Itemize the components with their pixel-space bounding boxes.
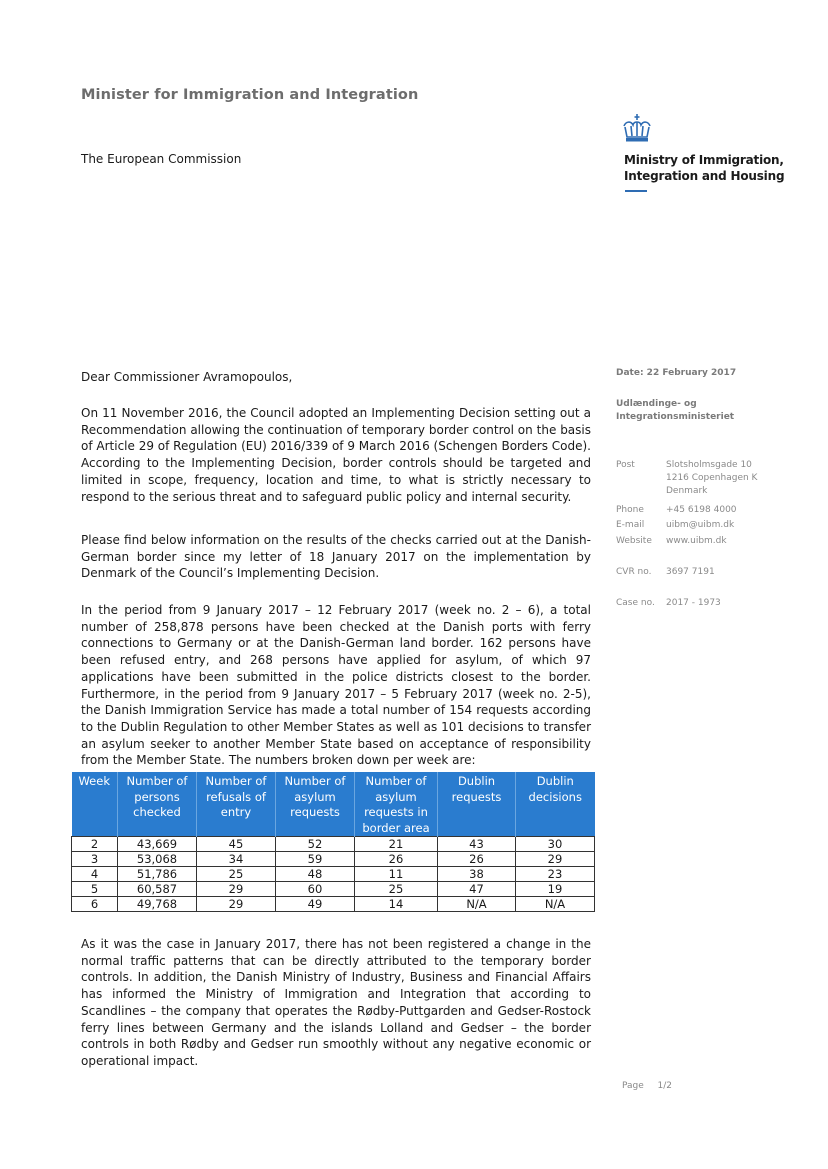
post-address — [666, 459, 796, 498]
table-cell: 29 — [197, 882, 276, 897]
table-cell: 3 — [72, 852, 118, 867]
ministry-accent-line — [625, 190, 647, 192]
sender-org-line2: Integrationsministeriet — [616, 412, 735, 422]
email-value: uibm@uibm.dk — [666, 520, 735, 530]
table-cell: 29 — [516, 852, 595, 867]
paragraph-2: Please find below information on the results of the checks carried out at the Danish-German border since my letter of 18 January 2017 on the implementation by Denmark of the Council’s Implementing Decision. — [81, 533, 591, 581]
table-cell: N/A — [516, 897, 595, 912]
table-cell: 30 — [516, 837, 595, 852]
column-header: Number of asylum requests in border area — [355, 772, 438, 837]
table-cell: 48 — [276, 867, 355, 882]
table-row — [72, 837, 595, 852]
table-cell: 21 — [355, 837, 438, 852]
page-label: Page — [622, 1081, 644, 1091]
post-line3: Denmark — [666, 486, 708, 496]
sender-title: Minister for Immigration and Integration — [81, 87, 419, 103]
table-cell: 51,786 — [118, 867, 197, 882]
table-cell: 26 — [355, 852, 438, 867]
post-label: Post — [616, 460, 635, 470]
ministry-name-line1: Ministry of Immigration, — [624, 153, 784, 167]
phone-label: Phone — [616, 505, 644, 515]
table-cell: N/A — [438, 897, 516, 912]
column-header: Week — [72, 772, 118, 837]
crown-logo-icon — [620, 113, 654, 143]
table-cell: 19 — [516, 882, 595, 897]
table-row — [72, 867, 595, 882]
table-cell: 34 — [197, 852, 276, 867]
column-header: Number of refusals of entry — [197, 772, 276, 837]
table-cell: 5 — [72, 882, 118, 897]
email-label: E-mail — [616, 520, 645, 530]
table-row — [72, 882, 595, 897]
table-cell: 2 — [72, 837, 118, 852]
table-cell: 47 — [438, 882, 516, 897]
website-value: www.uibm.dk — [666, 536, 727, 546]
table-cell: 43 — [438, 837, 516, 852]
column-header: Dublin requests — [438, 772, 516, 837]
paragraph-3: In the period from 9 January 2017 – 12 February 2017 (week no. 2 – 6), a total number of 258,878 persons have been checked at the Danish ports with ferry connections to Germany or at the Danish-German land border. 162 persons have been refused entry, and 268 persons have applied for asylum, of which 97 applications have been submitted in the police districts closest to the border. Furthermore, in the period from 9 January 2017 – 5 February 2017 (week no. 2-5), the Danish Immigration Service has made a total number of 154 requests according to the Dublin Regulation to other Member States as well as 101 decisions to transfer an asylum seeker to another Member State based on acceptance of responsibility from the Member State. The numbers broken down per week are: — [81, 603, 591, 768]
table-cell: 25 — [197, 867, 276, 882]
table-cell: 53,068 — [118, 852, 197, 867]
column-header: Dublin decisions — [516, 772, 595, 837]
cvr-label: CVR no. — [616, 567, 652, 577]
table-cell: 6 — [72, 897, 118, 912]
table-cell: 60,587 — [118, 882, 197, 897]
phone-value: +45 6198 4000 — [666, 505, 737, 515]
table-cell: 29 — [197, 897, 276, 912]
table-cell: 14 — [355, 897, 438, 912]
column-header: Number of persons checked — [118, 772, 197, 837]
table-cell: 25 — [355, 882, 438, 897]
ministry-name-line2: Integration and Housing — [624, 169, 785, 183]
case-label: Case no. — [616, 598, 655, 608]
salutation: Dear Commissioner Avramopoulos, — [81, 370, 293, 384]
table-row — [72, 897, 595, 912]
post-line1: Slotsholmsgade 10 — [666, 460, 752, 470]
post-line2: 1216 Copenhagen K — [666, 473, 758, 483]
table-cell: 4 — [72, 867, 118, 882]
table-cell: 49,768 — [118, 897, 197, 912]
recipient: The European Commission — [81, 152, 242, 166]
page-number — [622, 1081, 672, 1091]
paragraph-1: On 11 November 2016, the Council adopted an Implementing Decision setting out a Recommendation allowing the continuation of temporary border control on the basis of Article 29 of Regulation (EU) 2016/339 of 9 March 2016 (Schengen Borders Code). According to the Implementing Decision, border controls should be targeted and limited in scope, frequency, location and time, to what is strictly necessary to respond to the serious threat and to safeguard public policy and internal security. — [81, 406, 591, 504]
website-label: Website — [616, 536, 652, 546]
table-cell: 11 — [355, 867, 438, 882]
table-cell: 43,669 — [118, 837, 197, 852]
table-cell: 26 — [438, 852, 516, 867]
table-cell: 59 — [276, 852, 355, 867]
page-value: 1/2 — [657, 1081, 673, 1091]
table-cell: 60 — [276, 882, 355, 897]
table-cell: 45 — [197, 837, 276, 852]
letter-date: Date: 22 February 2017 — [616, 368, 737, 378]
table-header-row — [72, 772, 595, 837]
table-cell: 23 — [516, 867, 595, 882]
table-cell: 52 — [276, 837, 355, 852]
cvr-value: 3697 7191 — [666, 567, 715, 577]
sender-org — [616, 398, 734, 424]
border-checks-table — [71, 772, 595, 912]
table-cell: 38 — [438, 867, 516, 882]
sender-org-line1: Udlændinge- og — [616, 399, 697, 409]
table-cell: 49 — [276, 897, 355, 912]
column-header: Number of asylum requests — [276, 772, 355, 837]
case-value: 2017 - 1973 — [666, 598, 721, 608]
paragraph-4: As it was the case in January 2017, there has not been registered a change in the normal traffic patterns that can be directly attributed to the temporary border controls. In addition, the Danish Ministry of Industry, Business and Financial Affairs has informed the Ministry of Immigration and Integration that according to Scandlines – the company that operates the Rødby-Puttgarden and Gedser-Rostock ferry lines between Germany and the islands Lolland and Gedser – the border controls in both Rødby and Gedser run smoothly without any negative economic or operational impact. — [81, 937, 591, 1068]
ministry-name — [624, 152, 784, 184]
table-row — [72, 852, 595, 867]
